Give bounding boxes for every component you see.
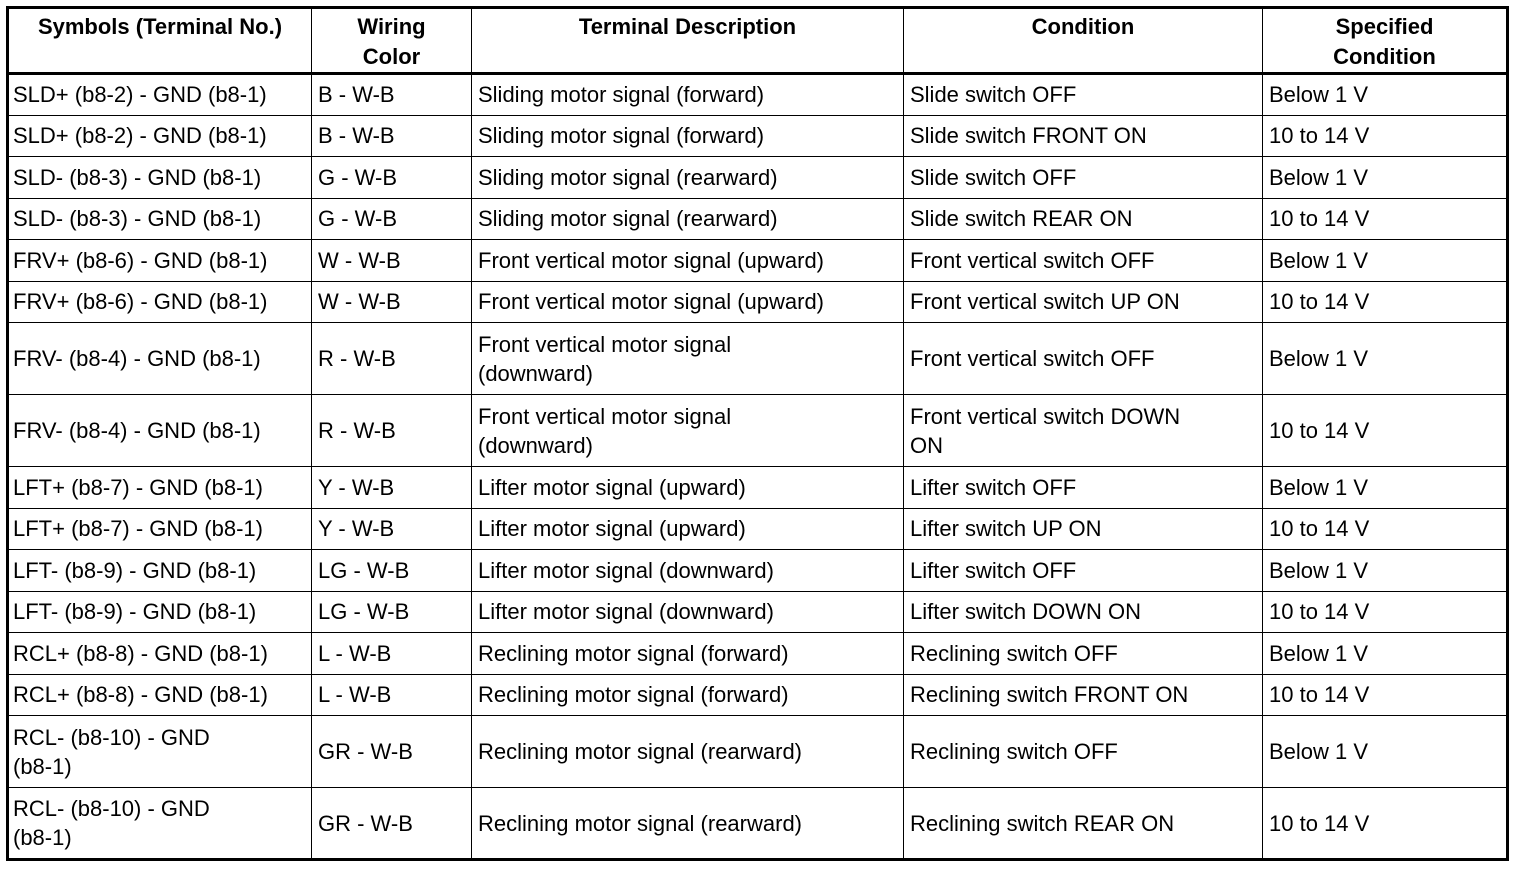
cell-condition: Reclining switch OFF <box>904 633 1263 675</box>
cell-wiring: B - W-B <box>312 115 472 157</box>
cell-wiring: R - W-B <box>312 323 472 395</box>
cell-condition: Front vertical switch OFF <box>904 323 1263 395</box>
cell-symbol: FRV- (b8-4) - GND (b8-1) <box>8 395 312 467</box>
cell-symbol: SLD+ (b8-2) - GND (b8-1) <box>8 115 312 157</box>
cell-condition: Lifter switch OFF <box>904 467 1263 509</box>
cell-condition: Reclining switch OFF <box>904 716 1263 788</box>
cell-symbol: SLD+ (b8-2) - GND (b8-1) <box>8 74 312 116</box>
cell-condition: Front vertical switch OFF <box>904 240 1263 282</box>
cell-symbol: FRV+ (b8-6) - GND (b8-1) <box>8 281 312 323</box>
cell-wiring: L - W-B <box>312 674 472 716</box>
table-row <box>8 674 1508 716</box>
cell-condition: Slide switch REAR ON <box>904 198 1263 240</box>
cell-symbol: RCL+ (b8-8) - GND (b8-1) <box>8 674 312 716</box>
cell-wiring: W - W-B <box>312 240 472 282</box>
cell-specified: Below 1 V <box>1263 467 1508 509</box>
table-row <box>8 115 1508 157</box>
cell-description: Front vertical motor signal (downward) <box>472 323 904 395</box>
cell-description: Sliding motor signal (rearward) <box>472 198 904 240</box>
cell-description: Reclining motor signal (rearward) <box>472 716 904 788</box>
cell-condition: Reclining switch FRONT ON <box>904 674 1263 716</box>
cell-symbol: LFT- (b8-9) - GND (b8-1) <box>8 591 312 633</box>
cell-wiring: G - W-B <box>312 157 472 199</box>
table-row <box>8 591 1508 633</box>
cell-condition: Front vertical switch UP ON <box>904 281 1263 323</box>
cell-wiring: B - W-B <box>312 74 472 116</box>
cell-symbol: LFT+ (b8-7) - GND (b8-1) <box>8 508 312 550</box>
cell-condition: Lifter switch UP ON <box>904 508 1263 550</box>
cell-specified: 10 to 14 V <box>1263 115 1508 157</box>
cell-wiring: R - W-B <box>312 395 472 467</box>
cell-symbol: FRV+ (b8-6) - GND (b8-1) <box>8 240 312 282</box>
cell-specified: 10 to 14 V <box>1263 198 1508 240</box>
cell-condition: Slide switch OFF <box>904 157 1263 199</box>
cell-description: Sliding motor signal (forward) <box>472 115 904 157</box>
cell-description: Lifter motor signal (downward) <box>472 591 904 633</box>
cell-symbol: SLD- (b8-3) - GND (b8-1) <box>8 198 312 240</box>
table-row <box>8 240 1508 282</box>
cell-wiring: G - W-B <box>312 198 472 240</box>
cell-symbol: RCL+ (b8-8) - GND (b8-1) <box>8 633 312 675</box>
cell-description: Front vertical motor signal (upward) <box>472 240 904 282</box>
cell-symbol: RCL- (b8-10) - GND (b8-1) <box>8 716 312 788</box>
cell-specified: 10 to 14 V <box>1263 674 1508 716</box>
terminal-table-container <box>6 6 1509 861</box>
cell-specified: Below 1 V <box>1263 157 1508 199</box>
table-row <box>8 323 1508 395</box>
cell-description: Front vertical motor signal (upward) <box>472 281 904 323</box>
cell-wiring: W - W-B <box>312 281 472 323</box>
cell-description: Lifter motor signal (upward) <box>472 467 904 509</box>
cell-wiring: GR - W-B <box>312 788 472 860</box>
cell-condition: Lifter switch DOWN ON <box>904 591 1263 633</box>
terminal-table <box>6 6 1509 861</box>
cell-specified: 10 to 14 V <box>1263 591 1508 633</box>
cell-specified: 10 to 14 V <box>1263 788 1508 860</box>
table-row <box>8 74 1508 116</box>
table-row <box>8 157 1508 199</box>
cell-symbol: FRV- (b8-4) - GND (b8-1) <box>8 323 312 395</box>
cell-wiring: GR - W-B <box>312 716 472 788</box>
table-row <box>8 716 1508 788</box>
cell-description: Lifter motor signal (upward) <box>472 508 904 550</box>
cell-specified: Below 1 V <box>1263 550 1508 592</box>
cell-specified: 10 to 14 V <box>1263 508 1508 550</box>
header-terminal-description: Terminal Description <box>472 8 904 74</box>
header-condition: Condition <box>904 8 1263 74</box>
cell-condition: Slide switch FRONT ON <box>904 115 1263 157</box>
cell-specified: Below 1 V <box>1263 633 1508 675</box>
table-row <box>8 550 1508 592</box>
cell-specified: Below 1 V <box>1263 240 1508 282</box>
header-wiring-color: Wiring Color <box>312 8 472 74</box>
cell-wiring: LG - W-B <box>312 591 472 633</box>
cell-symbol: RCL- (b8-10) - GND (b8-1) <box>8 788 312 860</box>
table-row <box>8 788 1508 860</box>
cell-condition: Slide switch OFF <box>904 74 1263 116</box>
cell-condition: Lifter switch OFF <box>904 550 1263 592</box>
table-row <box>8 508 1508 550</box>
table-row <box>8 633 1508 675</box>
cell-description: Reclining motor signal (forward) <box>472 633 904 675</box>
cell-symbol: LFT- (b8-9) - GND (b8-1) <box>8 550 312 592</box>
table-row <box>8 198 1508 240</box>
cell-wiring: LG - W-B <box>312 550 472 592</box>
table-row <box>8 395 1508 467</box>
cell-specified: Below 1 V <box>1263 74 1508 116</box>
cell-description: Reclining motor signal (forward) <box>472 674 904 716</box>
header-specified-condition: Specified Condition <box>1263 8 1508 74</box>
cell-description: Front vertical motor signal (downward) <box>472 395 904 467</box>
cell-description: Lifter motor signal (downward) <box>472 550 904 592</box>
table-row <box>8 467 1508 509</box>
header-symbols: Symbols (Terminal No.) <box>8 8 312 74</box>
cell-condition: Front vertical switch DOWN ON <box>904 395 1263 467</box>
table-row <box>8 281 1508 323</box>
cell-description: Reclining motor signal (rearward) <box>472 788 904 860</box>
cell-wiring: L - W-B <box>312 633 472 675</box>
cell-specified: Below 1 V <box>1263 323 1508 395</box>
cell-description: Sliding motor signal (rearward) <box>472 157 904 199</box>
cell-symbol: SLD- (b8-3) - GND (b8-1) <box>8 157 312 199</box>
header-row <box>8 8 1508 74</box>
cell-specified: 10 to 14 V <box>1263 395 1508 467</box>
cell-condition: Reclining switch REAR ON <box>904 788 1263 860</box>
cell-specified: 10 to 14 V <box>1263 281 1508 323</box>
cell-description: Sliding motor signal (forward) <box>472 74 904 116</box>
cell-wiring: Y - W-B <box>312 467 472 509</box>
cell-specified: Below 1 V <box>1263 716 1508 788</box>
cell-wiring: Y - W-B <box>312 508 472 550</box>
cell-symbol: LFT+ (b8-7) - GND (b8-1) <box>8 467 312 509</box>
